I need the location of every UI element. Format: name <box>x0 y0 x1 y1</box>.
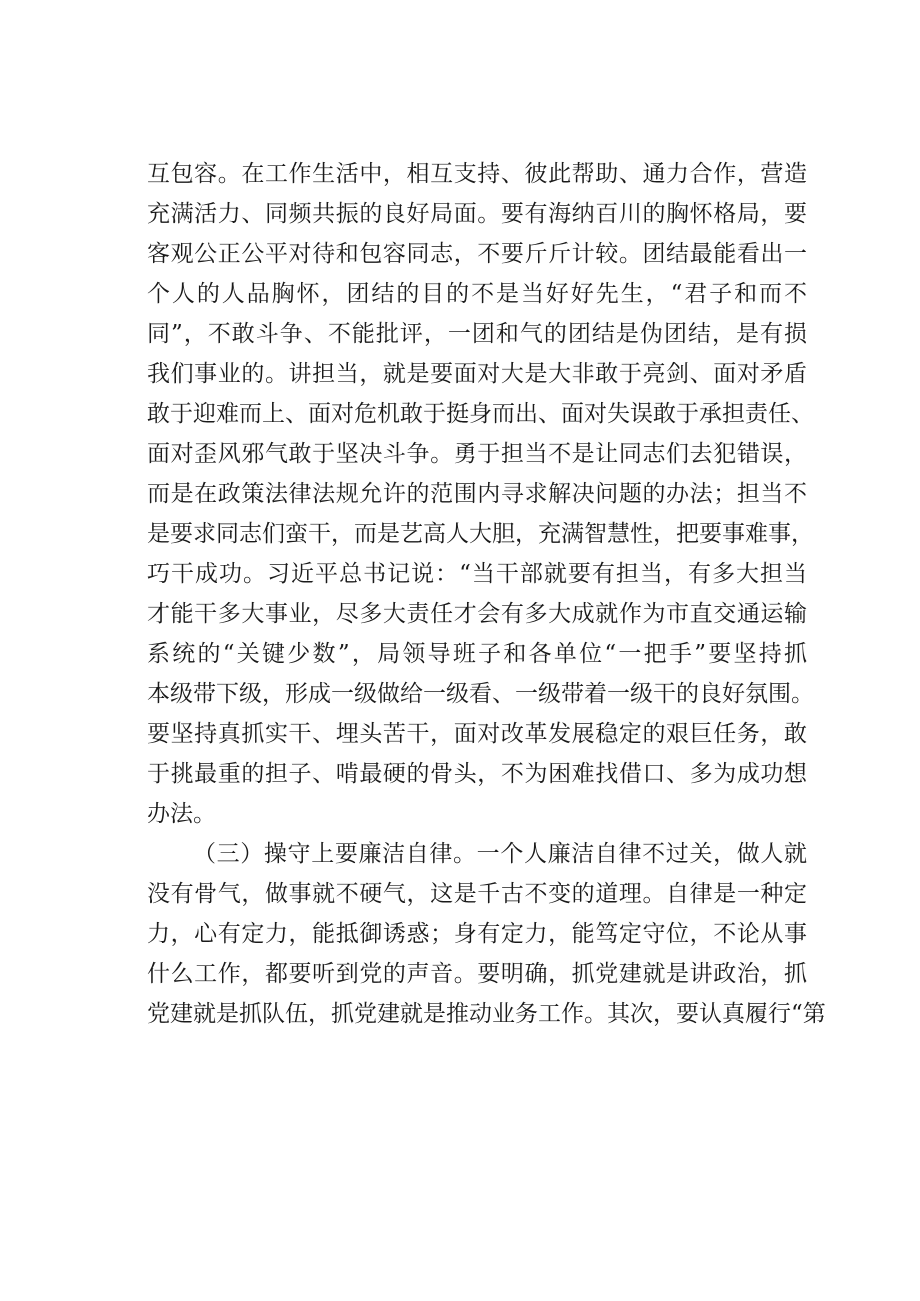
text-line: 党建就是抓队伍，抓党建就是推动业务工作。其次，要认真履行“第 <box>147 1001 826 1027</box>
text-line: 于挑最重的担子、啃最硬的骨头，不为困难找借口、多为成功想 <box>147 761 807 787</box>
text-line: 什么工作，都要听到党的声音。要明确，抓党建就是讲政治，抓 <box>147 961 807 987</box>
text-line: 才能干多大事业，尽多大责任才会有多大成就作为市直交通运输 <box>147 601 807 627</box>
text-line: 没有骨气，做事就不硬气，这是千古不变的道理。自律是一种定 <box>147 881 807 907</box>
text-line: 互包容。在工作生活中，相互支持、彼此帮助、通力合作，营造 <box>147 161 807 187</box>
text-line: 力，心有定力，能抵御诱惑；身有定力，能笃定守位，不论从事 <box>147 921 807 947</box>
text-line: 要坚持真抓实干、埋头苦干，面对改革发展稳定的艰巨任务，敢 <box>147 721 807 747</box>
body-text <box>147 154 826 1034</box>
text-line: 本级带下级，形成一级做给一级看、一级带着一级干的良好氛围。 <box>147 681 814 707</box>
text-line: 是要求同志们蛮干，而是艺高人大胆，充满智慧性，把要事难事， <box>147 521 814 547</box>
text-line: 同”，不敢斗争、不能批评，一团和气的团结是伪团结，是有损 <box>147 321 807 347</box>
text-line: 面对歪风邪气敢于坚决斗争。勇于担当不是让同志们去犯错误， <box>147 441 807 467</box>
text-line: 巧干成功。习近平总书记说：“当干部就要有担当，有多大担当 <box>147 561 807 587</box>
text-line: 个人的人品胸怀，团结的目的不是当好好先生，“君子和而不 <box>147 281 807 307</box>
text-line: 我们事业的。讲担当，就是要面对大是大非敢于亮剑、面对矛盾 <box>147 361 807 387</box>
text-line: 而是在政策法律法规允许的范围内寻求解决问题的办法；担当不 <box>147 481 807 507</box>
text-line: 办法。 <box>147 801 216 827</box>
text-line: 客观公正公平对待和包容同志，不要斤斤计较。团结最能看出一 <box>147 241 807 267</box>
section-heading-line: （三）操守上要廉洁自律。一个人廉洁自律不过关，做人就 <box>193 841 807 867</box>
text-line: 系统的“关键少数”，局领导班子和各单位“一把手”要坚持抓 <box>147 641 807 667</box>
text-line: 充满活力、同频共振的良好局面。要有海纳百川的胸怀格局，要 <box>147 201 807 227</box>
text-line: 敢于迎难而上、面对危机敢于挺身而出、面对失误敢于承担责任、 <box>147 401 814 427</box>
